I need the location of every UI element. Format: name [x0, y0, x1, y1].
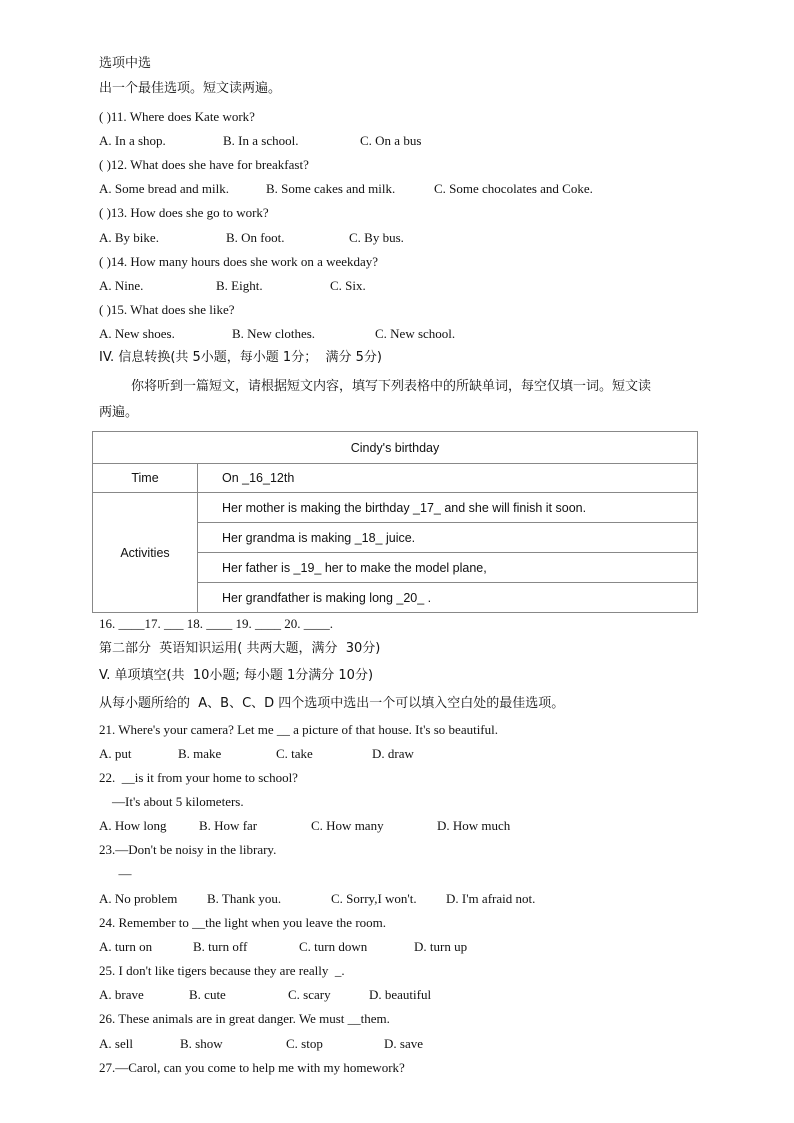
q12-option-b: B. Some cakes and milk. — [266, 181, 396, 196]
question-23-reply: — — [99, 866, 132, 881]
section-5-instruction: 从每小题所给的 A、B、C、D 四个选项中选出一个可以填入空白处的最佳选项。 — [99, 696, 565, 711]
q15-option-c: C. New school. — [375, 326, 456, 341]
activity-18: Her grandma is making _18_ juice. — [198, 523, 698, 553]
question-25: 25. I don't like tigers because they are really _. — [99, 963, 345, 978]
q21-option-b: B. make — [178, 746, 222, 761]
question-22-reply: —It's about 5 kilometers. — [99, 794, 244, 809]
q13-option-c: C. By bus. — [349, 230, 404, 245]
question-15: ( )15. What does she like? — [99, 302, 235, 317]
time-label: Time — [93, 464, 198, 493]
question-11: ( )11. Where does Kate work? — [99, 109, 255, 124]
q23-option-b: B. Thank you. — [207, 891, 282, 906]
q22-option-c: C. How many — [311, 818, 384, 833]
q15-option-a: A. New shoes. — [99, 326, 175, 341]
q24-option-b: B. turn off — [193, 939, 248, 954]
q26-option-a: A. sell — [99, 1036, 133, 1051]
q12-option-a: A. Some bread and milk. — [99, 181, 229, 196]
q11-option-b: B. In a school. — [223, 133, 299, 148]
activity-19: Her father is _19_ her to make the model plane, — [198, 553, 698, 583]
question-22: 22. __is it from your home to school? — [99, 770, 298, 785]
q26-option-c: C. stop — [286, 1036, 323, 1051]
question-24: 24. Remember to __the light when you leave the room. — [99, 915, 387, 930]
q23-option-d: D. I'm afraid not. — [446, 891, 536, 906]
intro-line-2: 出一个最佳选项。短文读两遍。 — [99, 81, 282, 96]
section-4-instruction-1: 你将听到一篇短文，请根据短文内容，填写下列表格中的所缺单词，每空仅填一词。短文读 — [131, 379, 652, 394]
q22-option-d: D. How much — [437, 818, 511, 833]
q25-option-b: B. cute — [189, 987, 226, 1002]
q24-option-d: D. turn up — [414, 939, 468, 954]
q24-option-a: A. turn on — [99, 939, 153, 954]
question-26: 26. These animals are in great danger. We must __them. — [99, 1011, 390, 1026]
time-value: On _16_12th — [198, 464, 698, 493]
activities-label: Activities — [93, 493, 198, 613]
info-table — [92, 431, 698, 613]
q21-option-a: A. put — [99, 746, 132, 761]
question-14: ( )14. How many hours does she work on a weekday? — [99, 254, 379, 269]
q14-option-a: A. Nine. — [99, 278, 144, 293]
q14-option-b: B. Eight. — [216, 278, 263, 293]
part-2-title: 第二部分 英语知识运用( 共两大题，满分 30分) — [99, 641, 381, 656]
q14-option-c: C. Six. — [330, 278, 366, 293]
q22-option-a: A. How long — [99, 818, 167, 833]
q11-option-c: C. On a bus — [360, 133, 422, 148]
q23-option-a: A. No problem — [99, 891, 178, 906]
question-12: ( )12. What does she have for breakfast? — [99, 157, 309, 172]
question-21: 21. Where's your camera? Let me __ a picture of that house. It's so beautiful. — [99, 722, 499, 737]
q25-option-d: D. beautiful — [369, 987, 432, 1002]
q26-option-d: D. save — [384, 1036, 423, 1051]
activity-17: Her mother is making the birthday _17_ and she will finish it soon. — [198, 493, 698, 523]
section-4-title: IV. 信息转换(共 5小题，每小题 1分； 满分 5分) — [99, 350, 382, 365]
section-5-title: V. 单项填空(共 10小题; 每小题 1分满分 10分) — [99, 668, 374, 683]
section-4-instruction-2: 两遍。 — [99, 405, 139, 420]
q25-option-c: C. scary — [288, 987, 331, 1002]
intro-line-1: 选项中选 — [99, 56, 152, 71]
q26-option-b: B. show — [180, 1036, 223, 1051]
q13-option-b: B. On foot. — [226, 230, 285, 245]
question-23: 23.—Don't be noisy in the library. — [99, 842, 277, 857]
q25-option-a: A. brave — [99, 987, 144, 1002]
question-13: ( )13. How does she go to work? — [99, 205, 269, 220]
q23-option-c: C. Sorry,I won't. — [331, 891, 417, 906]
table-header: Cindy's birthday — [93, 432, 698, 464]
q15-option-b: B. New clothes. — [232, 326, 316, 341]
q12-option-c: C. Some chocolates and Coke. — [434, 181, 593, 196]
q11-option-a: A. In a shop. — [99, 133, 166, 148]
q22-option-b: B. How far — [199, 818, 258, 833]
activity-20: Her grandfather is making long _20_ . — [198, 583, 698, 613]
q13-option-a: A. By bike. — [99, 230, 159, 245]
q21-option-c: C. take — [276, 746, 313, 761]
q21-option-d: D. draw — [372, 746, 414, 761]
answer-blanks: 16. ____17. ___ 18. ____ 19. ____ 20. ____. — [99, 616, 333, 631]
question-27: 27.—Carol, can you come to help me with my homework? — [99, 1060, 405, 1075]
q24-option-c: C. turn down — [299, 939, 368, 954]
